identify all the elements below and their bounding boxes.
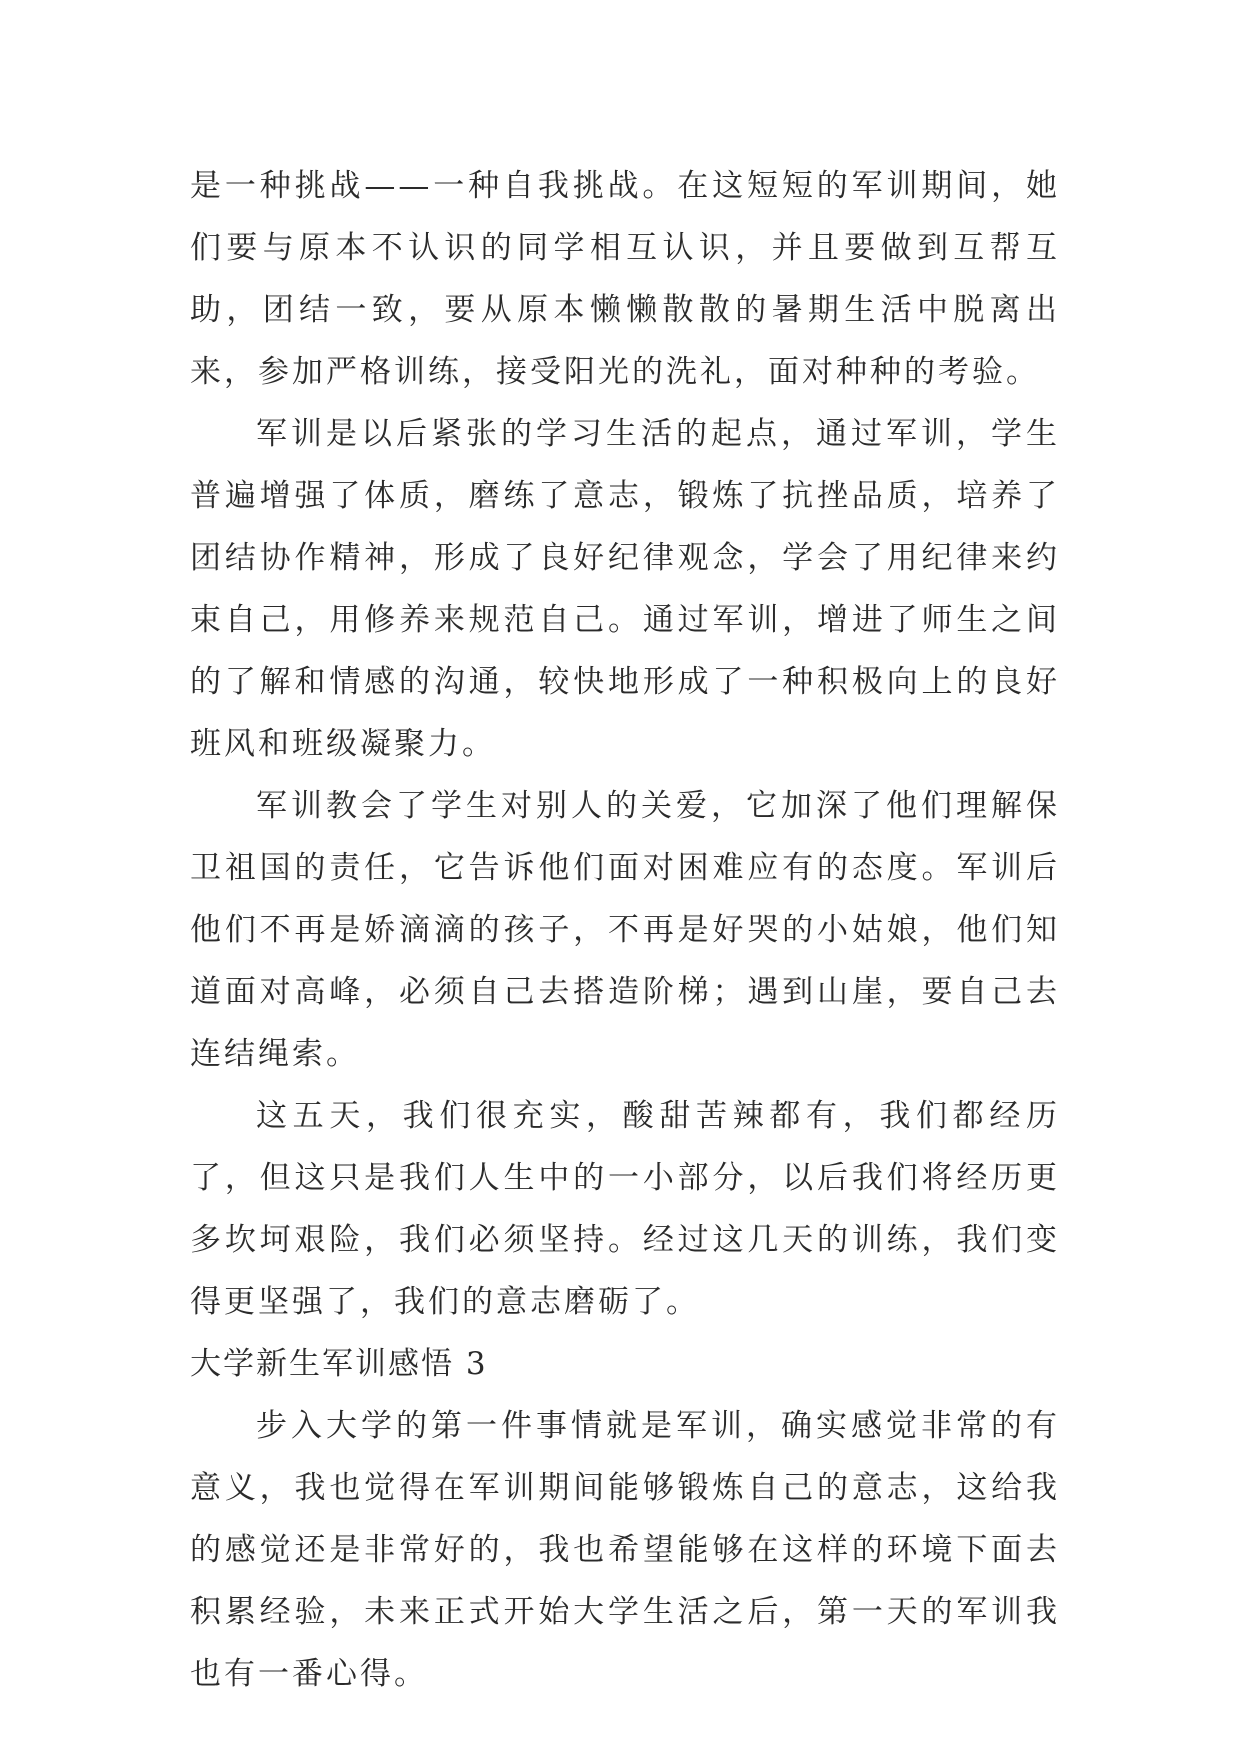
paragraph-5: 步入大学的第一件事情就是军训，确实感觉非常的有意义，我也觉得在军训期间能够锻炼自己的意志，这给我的感觉还是非常好的，我也希望能够在这样的环境下面去积累经验，未来正式开始大学生活之后，第一天的军训我也有一番心得。 <box>190 1408 1060 1692</box>
paragraph-1: 是一种挑战——一种自我挑战。在这短短的军训期间，她们要与原本不认识的同学相互认识，并且要做到互帮互助，团结一致，要从原本懒懒散散的暑期生活中脱离出来，参加严格训练，接受阳光的洗礼，面对种种的考验。 <box>190 168 1060 390</box>
document-body <box>190 155 1060 1705</box>
paragraph-2: 军训是以后紧张的学习生活的起点，通过军训，学生普遍增强了体质，磨练了意志，锻炼了抗挫品质，培养了团结协作精神，形成了良好纪律观念，学会了用纪律来约束自己，用修养来规范自己。通过军训，增进了师生之间的了解和情感的沟通，较快地形成了一种积极向上的良好班风和班级凝聚力。 <box>190 416 1060 762</box>
paragraph-3: 军训教会了学生对别人的关爱，它加深了他们理解保卫祖国的责任，它告诉他们面对困难应有的态度。军训后他们不再是娇滴滴的孩子，不再是好哭的小姑娘，他们知道面对高峰，必须自己去搭造阶梯；遇到山崖，要自己去连结绳索。 <box>190 788 1060 1072</box>
paragraph-4: 这五天，我们很充实，酸甜苦辣都有，我们都经历了，但这只是我们人生中的一小部分，以后我们将经历更多坎坷艰险，我们必须坚持。经过这几天的训练，我们变得更坚强了，我们的意志磨砺了。 <box>190 1098 1060 1320</box>
section-heading: 大学新生军训感悟 3 <box>190 1346 488 1382</box>
